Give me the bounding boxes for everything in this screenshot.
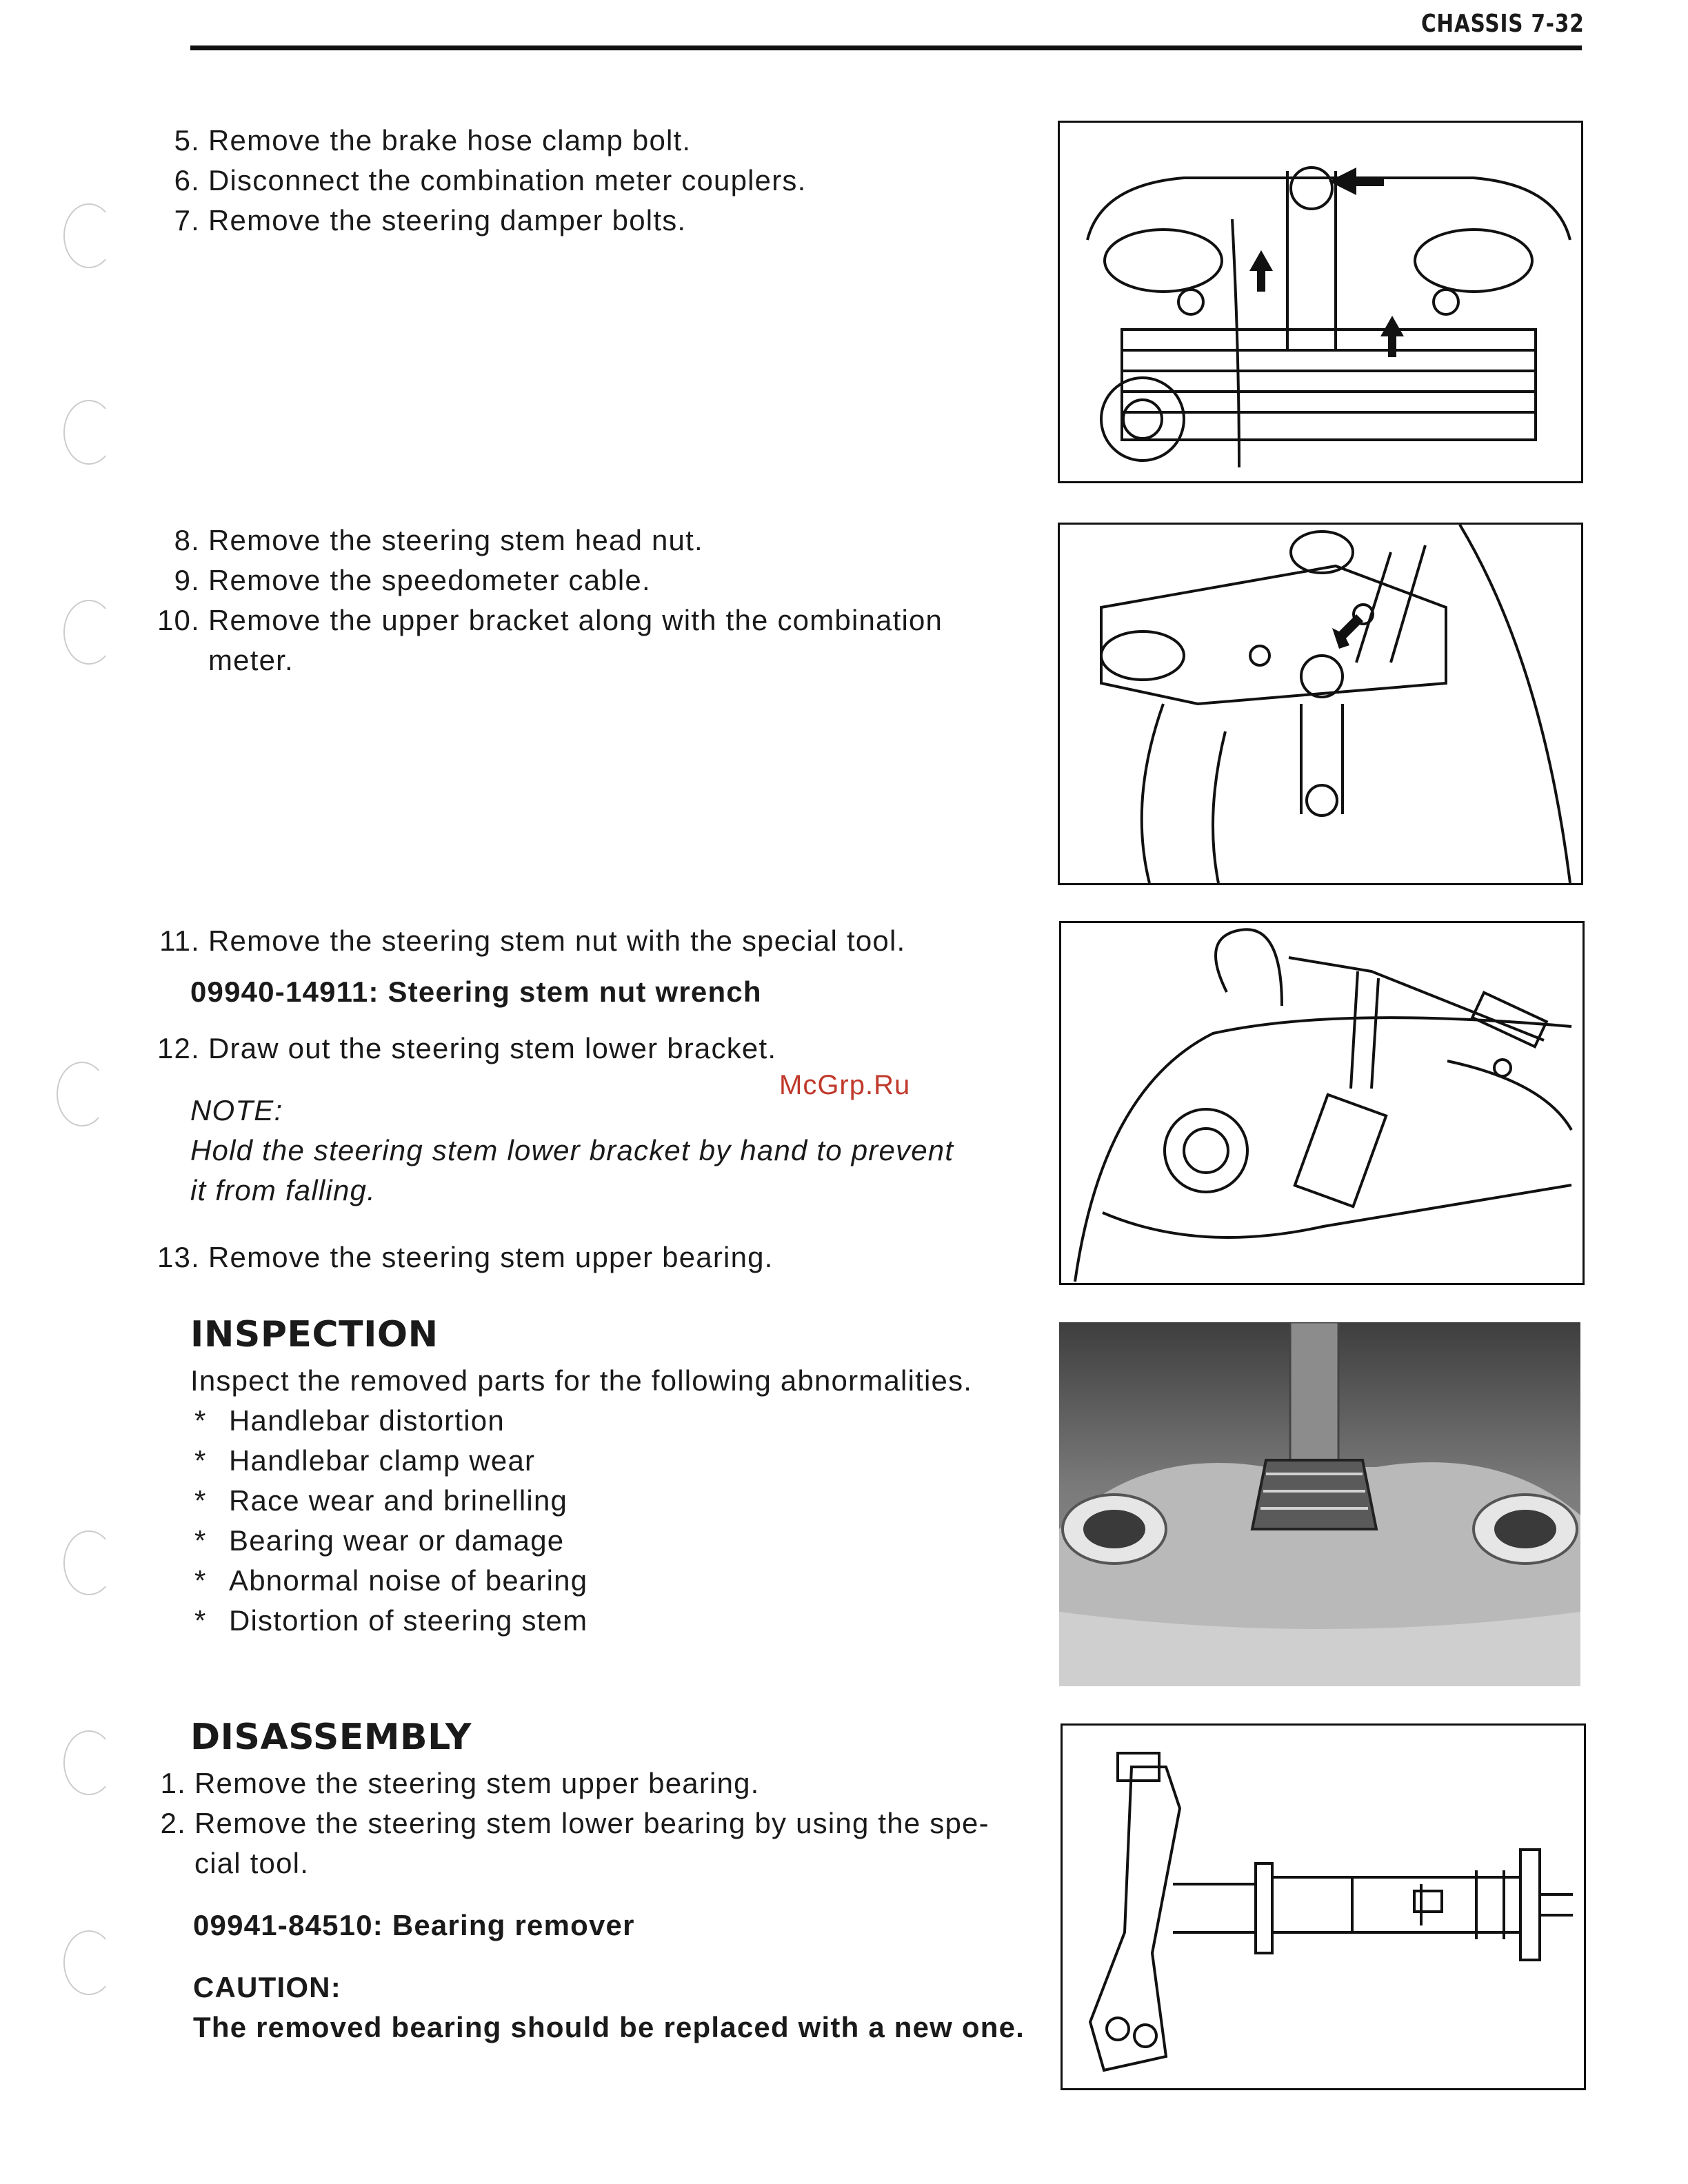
caution-label: CAUTION: xyxy=(193,1971,341,2003)
page-header-title: CHASSIS 7-32 xyxy=(1421,10,1585,38)
figure-1-drawing xyxy=(1060,123,1581,481)
tool-bearing-remover: 09941-84510: Bearing remover xyxy=(193,1909,635,1941)
step-8: 8. Remove the steering stem head nut. xyxy=(174,524,703,556)
note-line-1: Hold the steering stem lower bracket by hand to prevent xyxy=(190,1134,954,1166)
caution-text: The removed bearing should be replaced with a new one. xyxy=(193,2011,1025,2043)
binding-hole xyxy=(63,1930,114,1995)
inspection-intro: Inspect the removed parts for the following abnormalities. xyxy=(190,1364,973,1397)
inspection-item: * Distortion of steering stem xyxy=(194,1604,588,1637)
step-5: 5. Remove the brake hose clamp bolt. xyxy=(174,124,692,156)
binding-hole xyxy=(57,1062,108,1126)
disassembly-heading: DISASSEMBLY xyxy=(190,1717,472,1758)
binding-hole xyxy=(63,203,114,268)
inspection-item: * Handlebar distortion xyxy=(194,1404,505,1437)
watermark: McGrp.Ru xyxy=(779,1070,911,1100)
step-9: 9. Remove the speedometer cable. xyxy=(174,564,651,596)
note-line-2: it from falling. xyxy=(190,1174,376,1206)
figure-3-drawing xyxy=(1061,923,1582,1283)
figure-stem-nut-wrench xyxy=(1059,921,1585,1285)
figure-4-drawing xyxy=(1059,1322,1580,1686)
disassembly-step-2: 2. Remove the steering stem lower bearing by using the spe- xyxy=(160,1807,989,1839)
header-rule xyxy=(190,46,1582,50)
step-12: 12. Draw out the steering stem lower bracket. xyxy=(157,1032,777,1064)
step-7: 7. Remove the steering damper bolts. xyxy=(174,204,687,236)
binding-hole xyxy=(63,1730,114,1795)
inspection-item: * Handlebar clamp wear xyxy=(194,1444,536,1477)
step-11: 11. Remove the steering stem nut with the special tool. xyxy=(159,924,906,957)
step-10: 10. Remove the upper bracket along with the combination xyxy=(157,604,943,636)
figure-5-drawing xyxy=(1063,1726,1584,2088)
photo-lower-bracket-bearing xyxy=(1059,1322,1580,1686)
inspection-item: * Bearing wear or damage xyxy=(194,1524,565,1557)
inspection-item: * Race wear and brinelling xyxy=(194,1484,568,1517)
disassembly-step-2-continued: cial tool. xyxy=(194,1847,310,1879)
step-13: 13. Remove the steering stem upper bearing. xyxy=(157,1241,774,1273)
inspection-heading: INSPECTION xyxy=(190,1314,439,1355)
disassembly-step-1: 1. Remove the steering stem upper bearing. xyxy=(160,1767,760,1799)
binding-hole xyxy=(63,600,114,665)
note-label: NOTE: xyxy=(190,1094,283,1126)
tool-stem-nut-wrench: 09940-14911: Steering stem nut wrench xyxy=(190,975,762,1008)
figure-2-drawing xyxy=(1060,525,1581,883)
step-6: 6. Disconnect the combination meter couplers. xyxy=(174,164,807,196)
binding-hole xyxy=(63,400,114,465)
inspection-item: * Abnormal noise of bearing xyxy=(194,1564,588,1597)
figure-bearing-remover xyxy=(1061,1723,1586,2090)
binding-hole xyxy=(63,1530,114,1595)
figure-stem-head-nut xyxy=(1058,523,1583,885)
figure-brake-hose-clamp xyxy=(1058,121,1583,483)
step-10-continued: meter. xyxy=(208,644,294,676)
